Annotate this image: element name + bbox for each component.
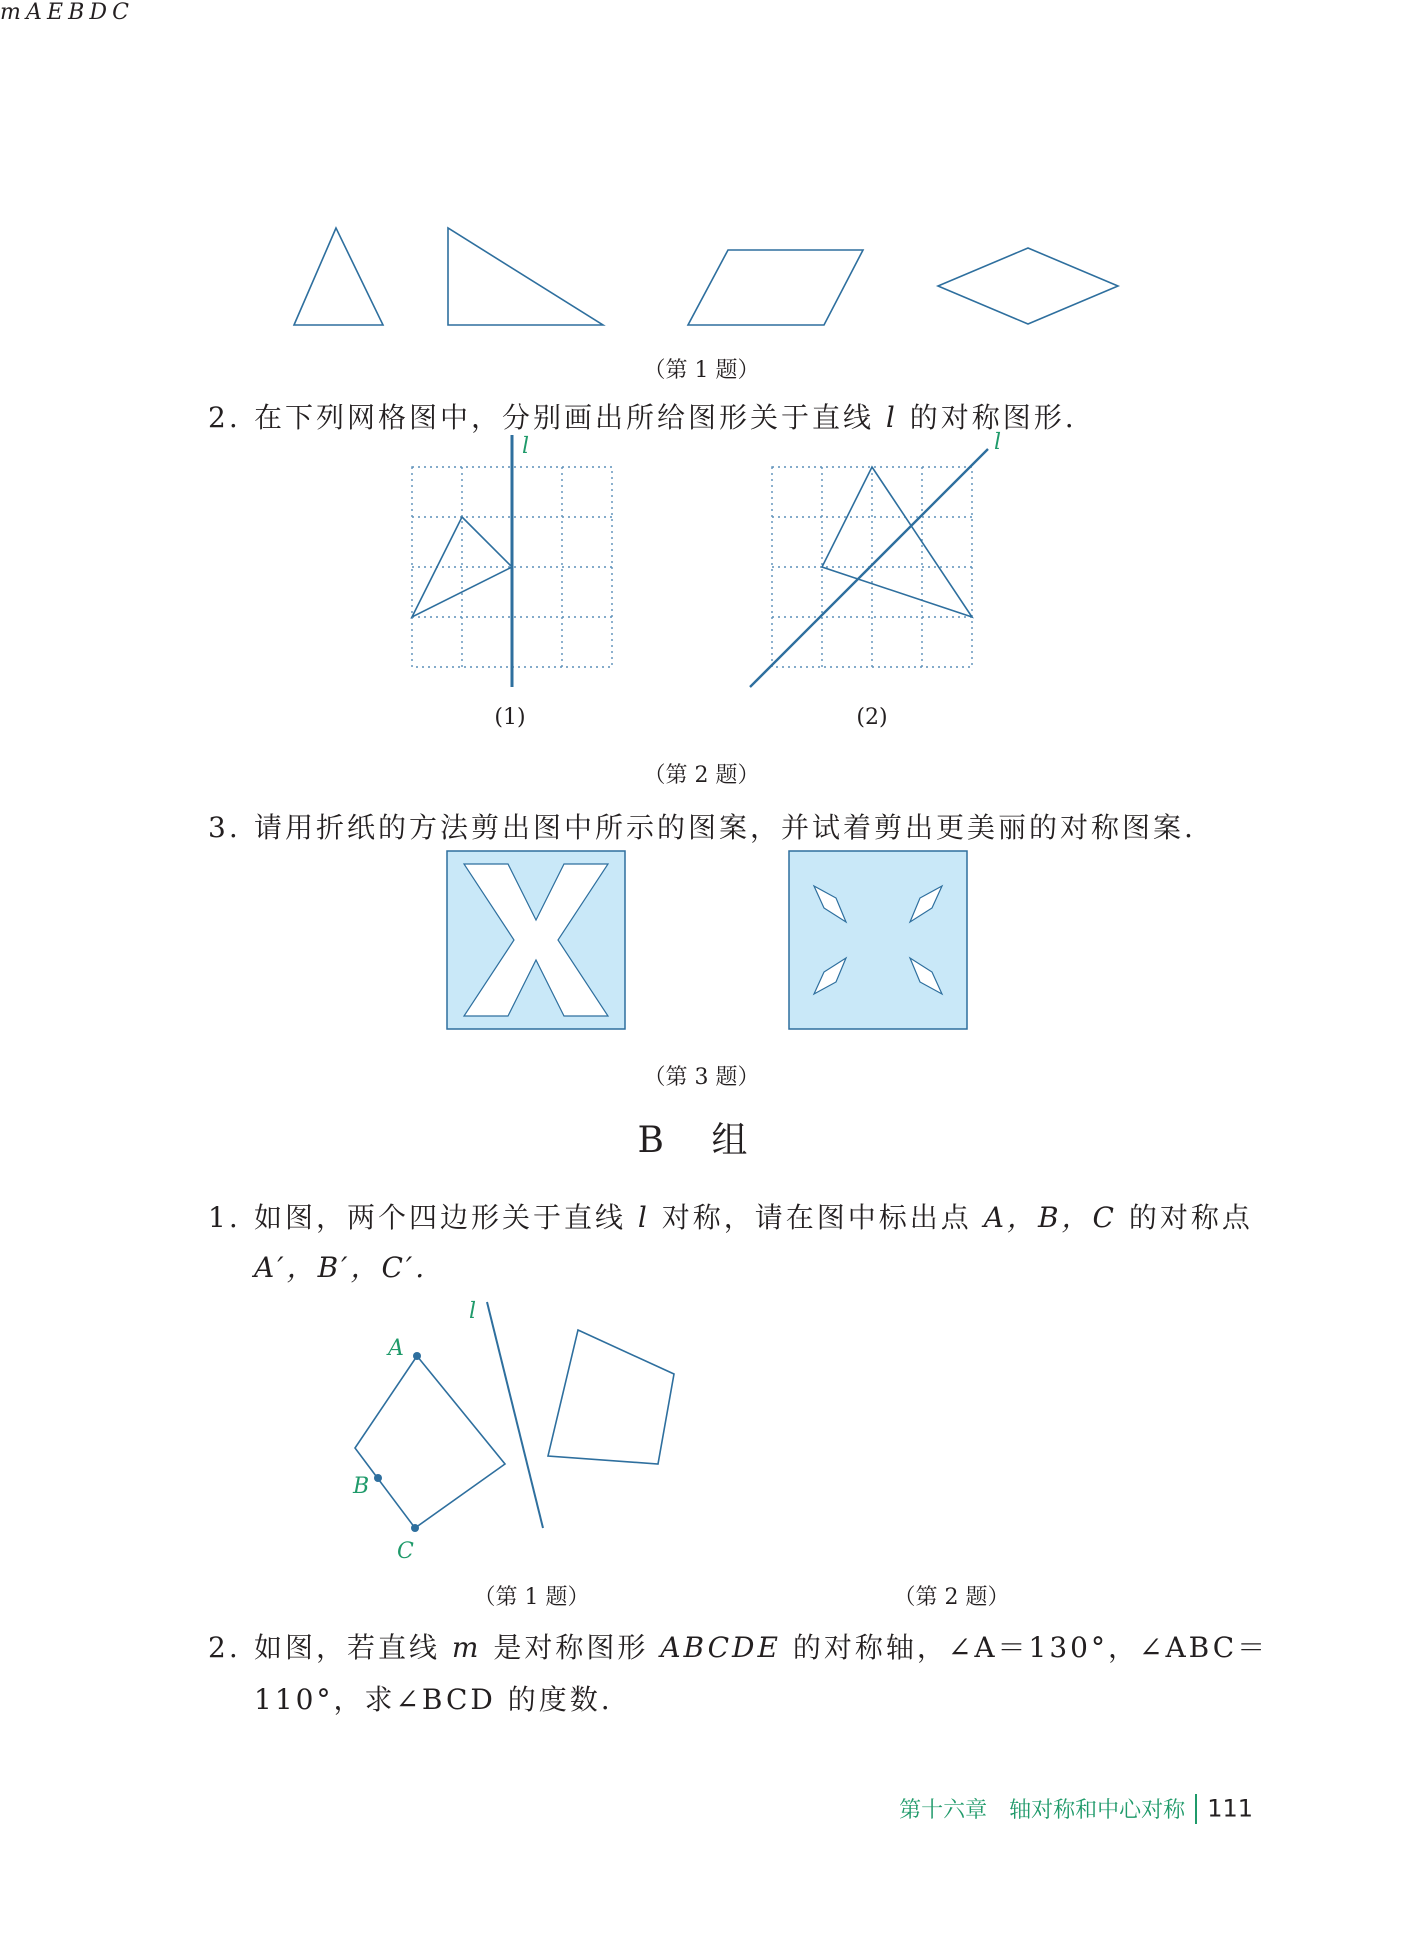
rhombus <box>938 248 1118 324</box>
group-title: B 组 <box>637 1120 766 1161</box>
b1-quadrilaterals-figure <box>345 1299 685 1564</box>
quadrilaterals-right <box>548 1330 674 1464</box>
label-b: B <box>68 0 85 25</box>
parallelogram <box>688 250 863 325</box>
label-c: C <box>112 0 129 25</box>
point-a-dot <box>413 1352 421 1360</box>
label-c: C <box>397 1539 414 1564</box>
question-number: 1. <box>208 1201 241 1234</box>
var-l: l <box>637 1201 650 1234</box>
question-text: 如图，两个四边形关于直线 <box>254 1201 627 1234</box>
grid-figure-2 <box>750 430 1030 705</box>
label-b: B <box>353 1474 370 1499</box>
label-e: E <box>46 0 64 25</box>
caption-a1: （第 1 题） <box>643 358 760 383</box>
label-l: l <box>469 1299 477 1324</box>
caption-a2-sub2: (2) <box>856 705 888 730</box>
caption-b2: （第 2 题） <box>893 1585 1010 1610</box>
page-footer <box>899 1793 1253 1824</box>
caption-a2-sub1: (1) <box>494 705 526 730</box>
right-triangle <box>448 228 603 325</box>
symmetry-line-l <box>750 449 988 687</box>
question-number: 2. <box>208 401 241 434</box>
caption-a3: （第 3 题） <box>643 1065 760 1090</box>
label-l: l <box>522 434 530 459</box>
points-abc: A，B，C <box>983 1201 1117 1234</box>
question-text: 在下列网格图中，分别画出所给图形关于直线 <box>254 401 875 434</box>
chapter-title: 第十六章 轴对称和中心对称 <box>899 1798 1186 1823</box>
quadrilaterals-left <box>355 1356 505 1528</box>
question-number: 3. <box>208 811 241 844</box>
var-m: m <box>451 1631 482 1664</box>
label-l: l <box>994 430 1002 455</box>
paper-cut-diamonds-figure <box>788 850 970 1032</box>
question-text: 是对称图形 <box>493 1631 649 1664</box>
question-text: 请用折纸的方法剪出图中所示的图案，并试着剪出更美丽的对称图案. <box>254 811 1196 844</box>
question-text: 的对称图形. <box>909 401 1077 434</box>
question-number: 2. <box>208 1631 241 1664</box>
label-a: A <box>25 0 42 25</box>
caption-b1: （第 1 题） <box>473 1585 590 1610</box>
paper-cut-x-figure <box>446 850 628 1032</box>
question-text: 对称，请在图中标出点 <box>661 1201 972 1234</box>
question-text: 如图，若直线 <box>254 1631 441 1664</box>
paper-square <box>789 851 967 1029</box>
given-triangle <box>822 467 972 617</box>
question-text: 的对称轴，∠A＝130°，∠ABC＝ <box>792 1631 1269 1664</box>
dotted-grid <box>772 467 972 667</box>
page-number: 111 <box>1207 1794 1253 1823</box>
footer-divider <box>1195 1794 1197 1824</box>
b2-pentagon-figure <box>830 1290 1070 1550</box>
label-d: D <box>89 0 108 25</box>
a1-shapes-figure <box>0 220 1403 340</box>
shape-name: ABCDE <box>660 1631 781 1664</box>
point-c-dot <box>411 1524 419 1532</box>
question-b2-line2: 110°，求∠BCD 的度数. <box>254 1683 613 1716</box>
question-a3 <box>208 806 1196 846</box>
question-b2 <box>208 1626 1268 1666</box>
question-b1 <box>208 1196 1253 1236</box>
question-b1-line2: A′，B′，C′. <box>254 1251 428 1284</box>
question-a2 <box>208 396 1077 436</box>
point-b-dot <box>374 1474 382 1482</box>
symmetry-line-l <box>487 1302 543 1528</box>
grid-figure-1 <box>400 435 660 705</box>
label-m: m <box>0 0 21 25</box>
caption-a2: （第 2 题） <box>643 763 760 788</box>
var-l: l <box>885 401 898 434</box>
label-a: A <box>388 1336 404 1361</box>
isosceles-triangle <box>294 228 383 325</box>
question-text: 的对称点 <box>1128 1201 1253 1234</box>
